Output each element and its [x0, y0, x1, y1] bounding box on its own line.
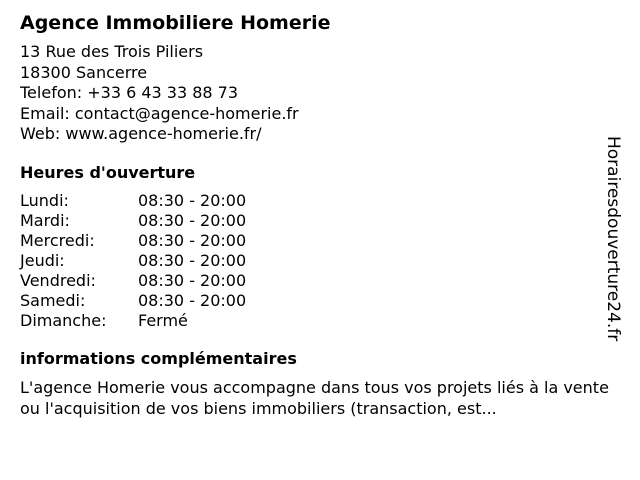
day-hours: 08:30 - 20:00	[138, 230, 247, 250]
day-label: Vendredi:	[20, 270, 96, 290]
additional-info-heading: informations complémentaires	[20, 348, 297, 368]
day-hours: 08:30 - 20:00	[138, 290, 247, 310]
business-card	[20, 10, 610, 419]
day-label: Dimanche:	[20, 310, 107, 330]
hours-row-mercredi	[20, 231, 246, 251]
hours-row-mardi	[20, 211, 246, 231]
day-hours: 08:30 - 20:00	[138, 190, 247, 210]
opening-hours-heading: Heures d'ouverture	[20, 162, 196, 182]
email-line: Email: contact@agence-homerie.fr	[20, 103, 299, 123]
day-label: Mercredi:	[20, 230, 95, 250]
street-address: 13 Rue des Trois Piliers	[20, 42, 204, 61]
hours-row-jeudi	[20, 251, 246, 271]
day-hours: 08:30 - 20:00	[138, 250, 247, 270]
day-label: Lundi:	[20, 190, 69, 210]
hours-row-dimanche	[20, 311, 246, 331]
opening-hours-table	[20, 191, 246, 331]
day-hours: 08:30 - 20:00	[138, 210, 247, 230]
day-label: Samedi:	[20, 290, 86, 310]
brand-watermark: Horairesdouverture24.fr	[603, 136, 623, 342]
website-line: Web: www.agence-homerie.fr/	[20, 124, 262, 143]
day-hours: 08:30 - 20:00	[138, 270, 247, 290]
additional-info-text: L'agence Homerie vous accompagne dans tous vos projets liés à la vente ou l'acquisition de vos biens immobiliers (transaction, est...	[20, 377, 609, 418]
phone-line: Telefon: +33 6 43 33 88 73	[20, 83, 239, 102]
city-postcode: 18300 Sancerre	[20, 62, 148, 82]
day-hours: Fermé	[138, 310, 188, 330]
day-label: Jeudi:	[20, 250, 65, 270]
agency-name: Agence Immobiliere Homerie	[20, 12, 331, 34]
day-label: Mardi:	[20, 210, 70, 230]
hours-row-samedi	[20, 291, 246, 311]
hours-row-lundi	[20, 191, 246, 211]
hours-row-vendredi	[20, 271, 246, 291]
